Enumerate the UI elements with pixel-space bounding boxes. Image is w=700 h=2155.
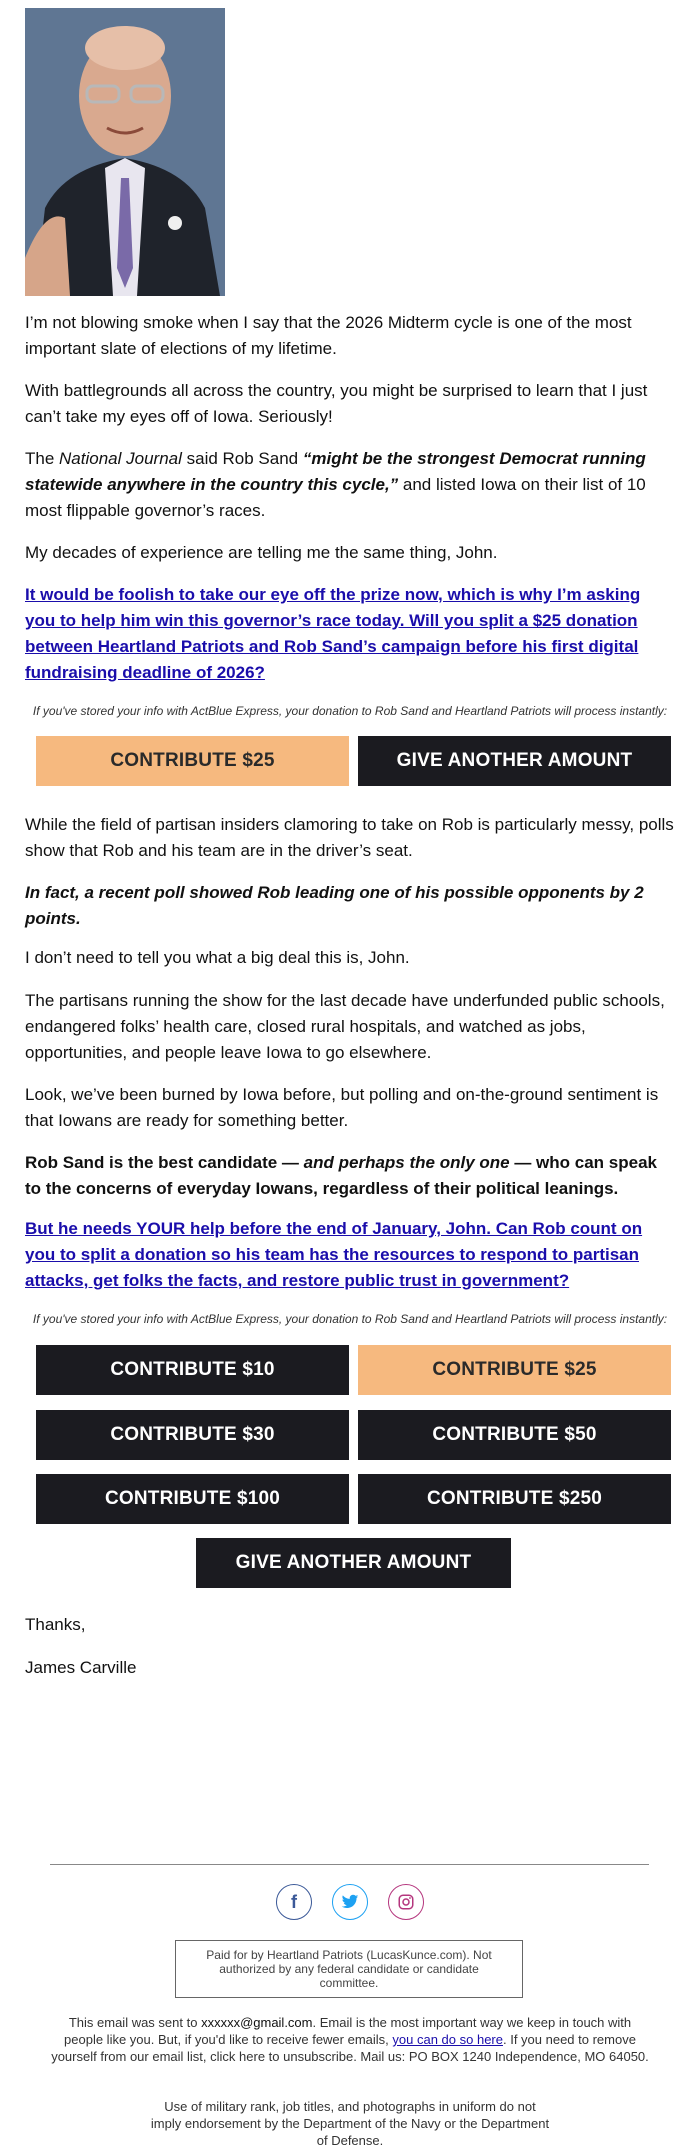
footer-email-notice <box>0 2014 700 2065</box>
contribute-25-button-top[interactable]: CONTRIBUTE $25 <box>36 736 349 786</box>
actblue-note-1: If you've stored your info with ActBlue Express, your donation to Rob Sand and Heartland Patriots will process instantly: <box>32 704 668 718</box>
p10-text-a: Rob Sand is the best candidate — <box>25 1153 304 1172</box>
paragraph-link-2 <box>25 1216 675 1294</box>
p3-text-e: and listed Iowa on their list of 10 most flippable governor’s races. <box>25 475 646 520</box>
twitter-icon[interactable] <box>332 1884 368 1920</box>
facebook-icon[interactable]: f <box>276 1884 312 1920</box>
p3-publication: National Journal <box>59 449 182 468</box>
instagram-icon[interactable] <box>388 1884 424 1920</box>
paragraph-10 <box>25 1150 675 1202</box>
give-another-amount-button[interactable]: GIVE ANOTHER AMOUNT <box>196 1538 511 1588</box>
p3-text-a: The <box>25 449 60 468</box>
paragraph-4: My decades of experience are telling me the same thing, John. <box>25 543 498 562</box>
paragraph-5: While the field of partisan insiders clamoring to take on Rob is particularly messy, polls show that Rob and his team are in the driver’s seat. <box>25 815 674 860</box>
portrait-photo <box>25 8 225 296</box>
paragraph-9: Look, we’ve been burned by Iowa before, but polling and on-the-ground sentiment is that Iowans are ready for something better. <box>25 1085 659 1130</box>
paragraph-6: In fact, a recent poll showed Rob leading one of his possible opponents by 2 points. <box>25 883 644 928</box>
footer-disclaimer: Use of military rank, job titles, and photographs in uniform do not imply endorsement by the Department of the Navy or the Department of Defense. <box>150 2099 550 2148</box>
give-another-amount-button-top[interactable]: GIVE ANOTHER AMOUNT <box>358 736 671 786</box>
footer-sent-c: . If you need to remove yourself from our email list, click here to unsubscribe. Mail us: PO BOX 1240 Independence, MO 64050. <box>51 2032 649 2064</box>
p3-quote: “might be the strongest Democrat running statewide anywhere in the country this cycle,” <box>25 449 646 494</box>
footer-sent-b: . Email is the most important way we keep in touch with people like you. But, if you'd like to receive fewer emails, <box>64 2015 632 2047</box>
paragraph-3 <box>25 446 675 524</box>
actblue-note-2: If you've stored your info with ActBlue Express, your donation to Rob Sand and Heartland Patriots will process instantly: <box>32 1312 668 1326</box>
footer-sent-a: This email was sent to <box>68 2015 202 2030</box>
contribute-50-button[interactable]: CONTRIBUTE $50 <box>358 1410 671 1460</box>
fewer-emails-link[interactable]: you can do so here <box>392 2032 503 2047</box>
portrait-illustration <box>25 8 225 296</box>
contribute-30-button[interactable]: CONTRIBUTE $30 <box>36 1410 349 1460</box>
p3-text-c: said Rob Sand <box>181 449 303 468</box>
footer-email: xxxxxx@gmail.com <box>201 2015 313 2030</box>
donate-link-2[interactable]: But he needs YOUR help before the end of January, John. Can Rob count on you to split a donation so his team has the resources to respond to partisan attacks, get folks the facts, and restore public trust in government? <box>25 1219 643 1290</box>
paragraph-8: The partisans running the show for the last decade have underfunded public schools, endangered folks’ health care, closed rural hospitals, and watched as jobs, opportunities, and people leave Iowa to go elsewhere. <box>25 991 665 1062</box>
paragraph-link-1 <box>25 582 675 686</box>
donate-link-1[interactable]: It would be foolish to take our eye off the prize now, which is why I’m asking you to help him win this governor’s race today. Will you split a $25 donation between Heartland Patriots and Rob Sand’s campaign before his first digital fundraising deadline of 2026? <box>25 585 641 682</box>
p10-emphasis: and perhaps the only one <box>303 1153 510 1172</box>
contribute-100-button[interactable]: CONTRIBUTE $100 <box>36 1474 349 1524</box>
paragraph-2: With battlegrounds all across the country, you might be surprised to learn that I just can’t take my eyes off of Iowa. Seriously! <box>25 381 648 426</box>
p10-text-c: — who can speak to the concerns of everyday Iowans, regardless of their political leanings. <box>25 1153 657 1198</box>
closing-thanks: Thanks, <box>25 1615 86 1634</box>
contribute-10-button[interactable]: CONTRIBUTE $10 <box>36 1345 349 1395</box>
contribute-25-button[interactable]: CONTRIBUTE $25 <box>358 1345 671 1395</box>
paragraph-1: I’m not blowing smoke when I say that the 2026 Midterm cycle is one of the most important slate of elections of my lifetime. <box>25 313 632 358</box>
paragraph-7: I don’t need to tell you what a big deal this is, John. <box>25 948 410 967</box>
paid-for-box: Paid for by Heartland Patriots (LucasKunce.com). Not authorized by any federal candidate or candidate committee. <box>175 1940 523 1998</box>
contribute-250-button[interactable]: CONTRIBUTE $250 <box>358 1474 671 1524</box>
signature: James Carville <box>25 1658 137 1677</box>
footer-divider <box>50 1864 649 1865</box>
